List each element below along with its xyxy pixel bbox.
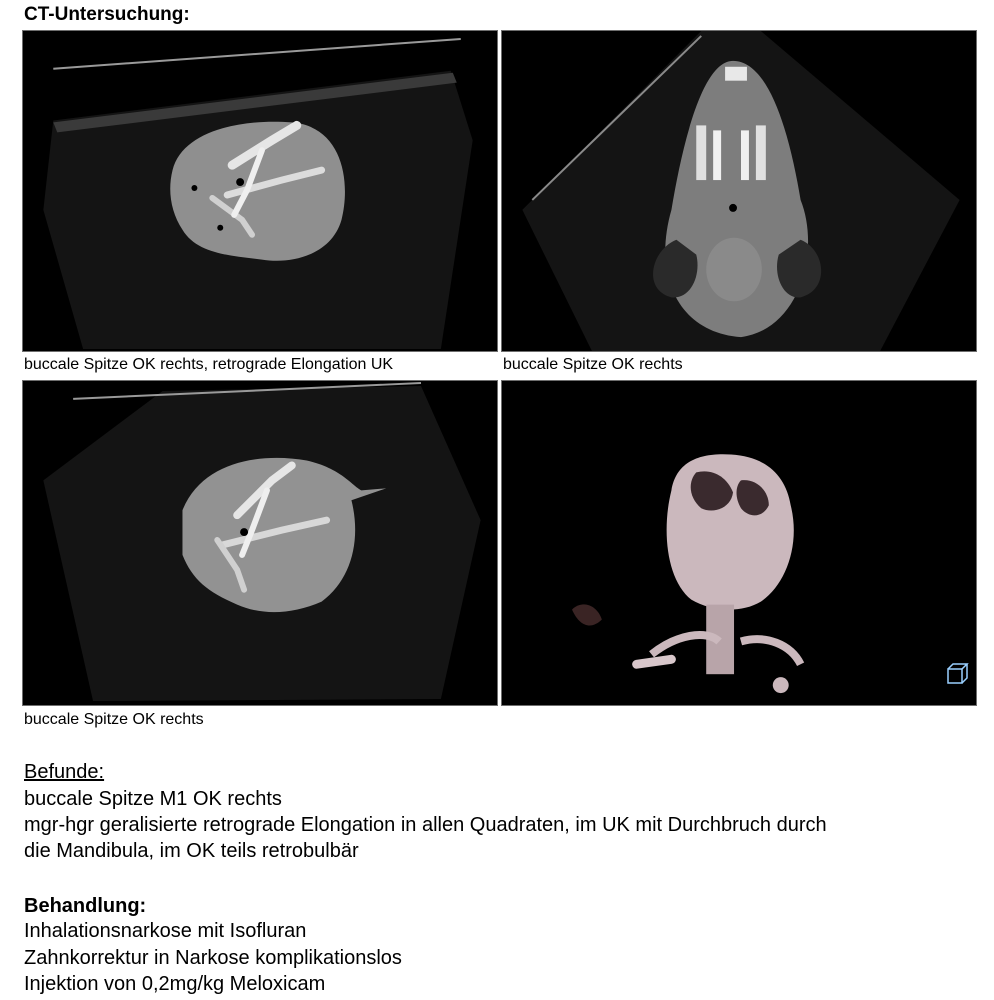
caption-bottom-left: buccale Spitze OK rechts bbox=[24, 711, 204, 728]
treatment-title: Behandlung: bbox=[24, 895, 147, 917]
page-title: CT-Untersuchung: bbox=[24, 4, 190, 25]
treatment-line-3: Injektion von 0,2mg/kg Meloxicam bbox=[24, 973, 326, 995]
findings-line-1: buccale Spitze M1 OK rechts bbox=[24, 788, 282, 810]
caption-top-left: buccale Spitze OK rechts, retrograde Elongation UK bbox=[24, 356, 394, 373]
treatment-line-1: Inhalationsnarkose mit Isofluran bbox=[24, 920, 307, 942]
findings-title: Befunde: bbox=[24, 761, 105, 783]
caption-top-right: buccale Spitze OK rechts bbox=[503, 356, 683, 373]
ct-3d-render bbox=[501, 380, 977, 706]
ct-image-axial bbox=[501, 30, 977, 352]
treatment-line-2: Zahnkorrektur in Narkose komplikationslos bbox=[24, 947, 402, 969]
findings-line-3: die Mandibula, im OK teils retrobulbär bbox=[24, 840, 359, 862]
findings-line-2: mgr-hgr geralisierte retrograde Elongation in allen Quadraten, im UK mit Durchbruch durch bbox=[24, 814, 827, 836]
ct-image-coronal-1 bbox=[22, 30, 498, 352]
orientation-cube-icon[interactable] bbox=[944, 661, 970, 687]
ct-image-coronal-2 bbox=[22, 380, 498, 706]
